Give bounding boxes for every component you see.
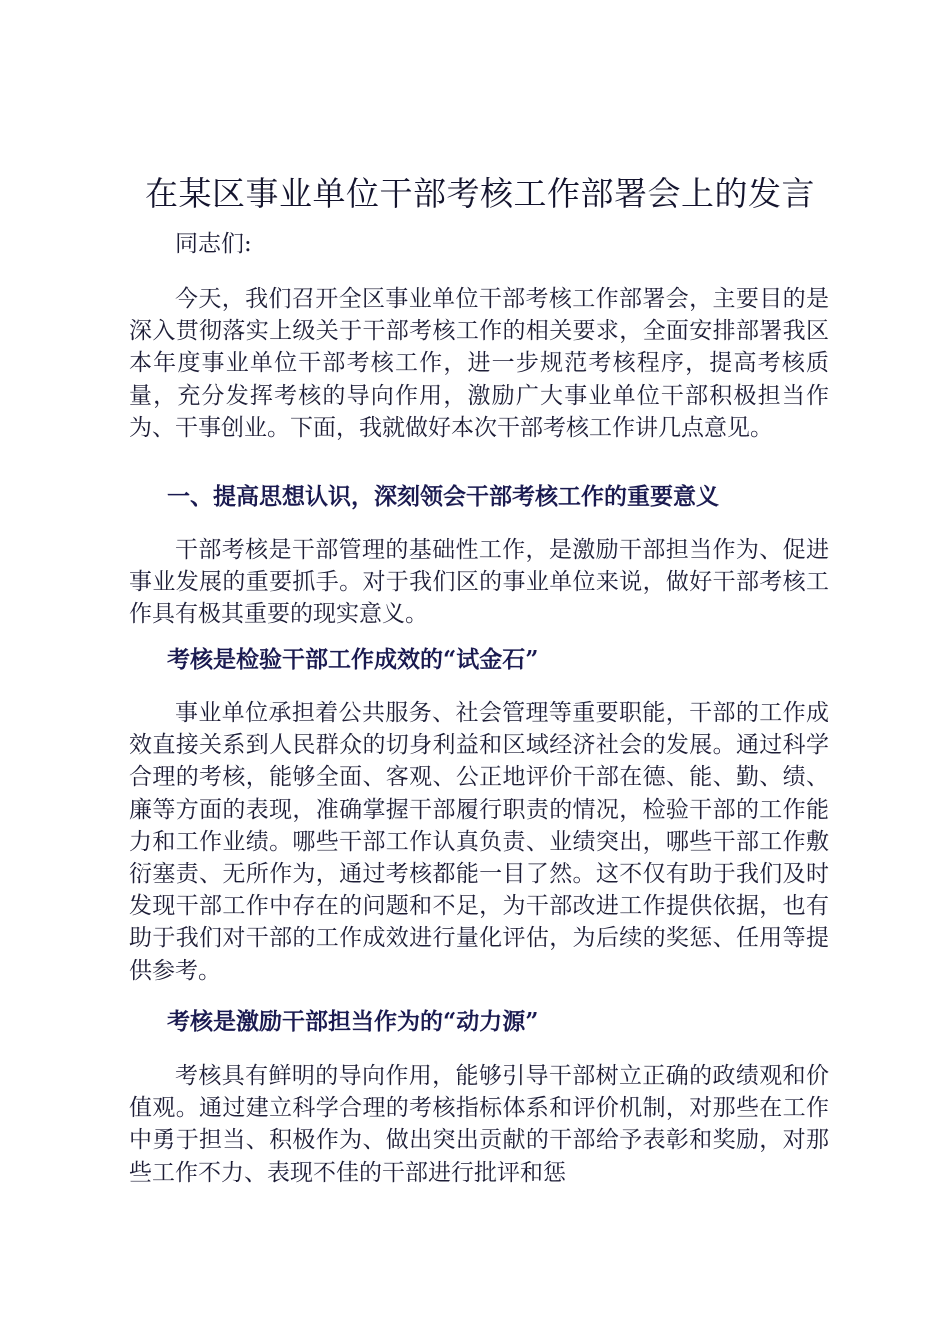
subsection-1-paragraph: 事业单位承担着公共服务、社会管理等重要职能，干部的工作成效直接关系到人民群众的切身利益和区域经济社会的发展。通过科学合理的考核，能够全面、客观、公正地评价干部在德、能、勤、绩、廉等方面的表现，准确掌握干部履行职责的情况，检验干部的工作能力和工作业绩。哪些干部工作认真负责、业绩突出，哪些干部工作敷衍塞责、无所作为，通过考核都能一目了然。这不仅有助于我们及时发现干部工作中存在的问题和不足，为干部改进工作提供依据，也有助于我们对干部的工作成效进行量化评估，为后续的奖惩、任用等提供参考。 <box>129 700 829 984</box>
subsection-heading-1: 考核是检验干部工作成效的“试金石” <box>167 646 539 673</box>
subsection-heading-2: 考核是激励干部担当作为的“动力源” <box>167 1008 539 1035</box>
section-1-paragraph: 干部考核是干部管理的基础性工作，是激励干部担当作为、促进事业发展的重要抓手。对于我们区的事业单位来说，做好干部考核工作具有极其重要的现实意义。 <box>129 537 829 628</box>
section-heading-1: 一、提高思想认识，深刻领会干部考核工作的重要意义 <box>167 483 719 510</box>
subsection-2-paragraph: 考核具有鲜明的导向作用，能够引导干部树立正确的政绩观和价值观。通过建立科学合理的考核指标体系和评价机制，对那些在工作中勇于担当、积极作为、做出突出贡献的干部给予表彰和奖励，对那些工作不力、表现不佳的干部进行批评和惩 <box>129 1063 829 1186</box>
salutation: 同志们: <box>175 231 252 257</box>
document-title: 在某区事业单位干部考核工作部署会上的发言 <box>145 174 815 213</box>
intro-paragraph: 今天，我们召开全区事业单位干部考核工作部署会，主要目的是深入贯彻落实上级关于干部考核工作的相关要求，全面安排部署我区本年度事业单位干部考核工作，进一步规范考核程序，提高考核质量，充分发挥考核的导向作用，激励广大事业单位干部积极担当作为、干事创业。下面，我就做好本次干部考核工作讲几点意见。 <box>129 286 829 441</box>
